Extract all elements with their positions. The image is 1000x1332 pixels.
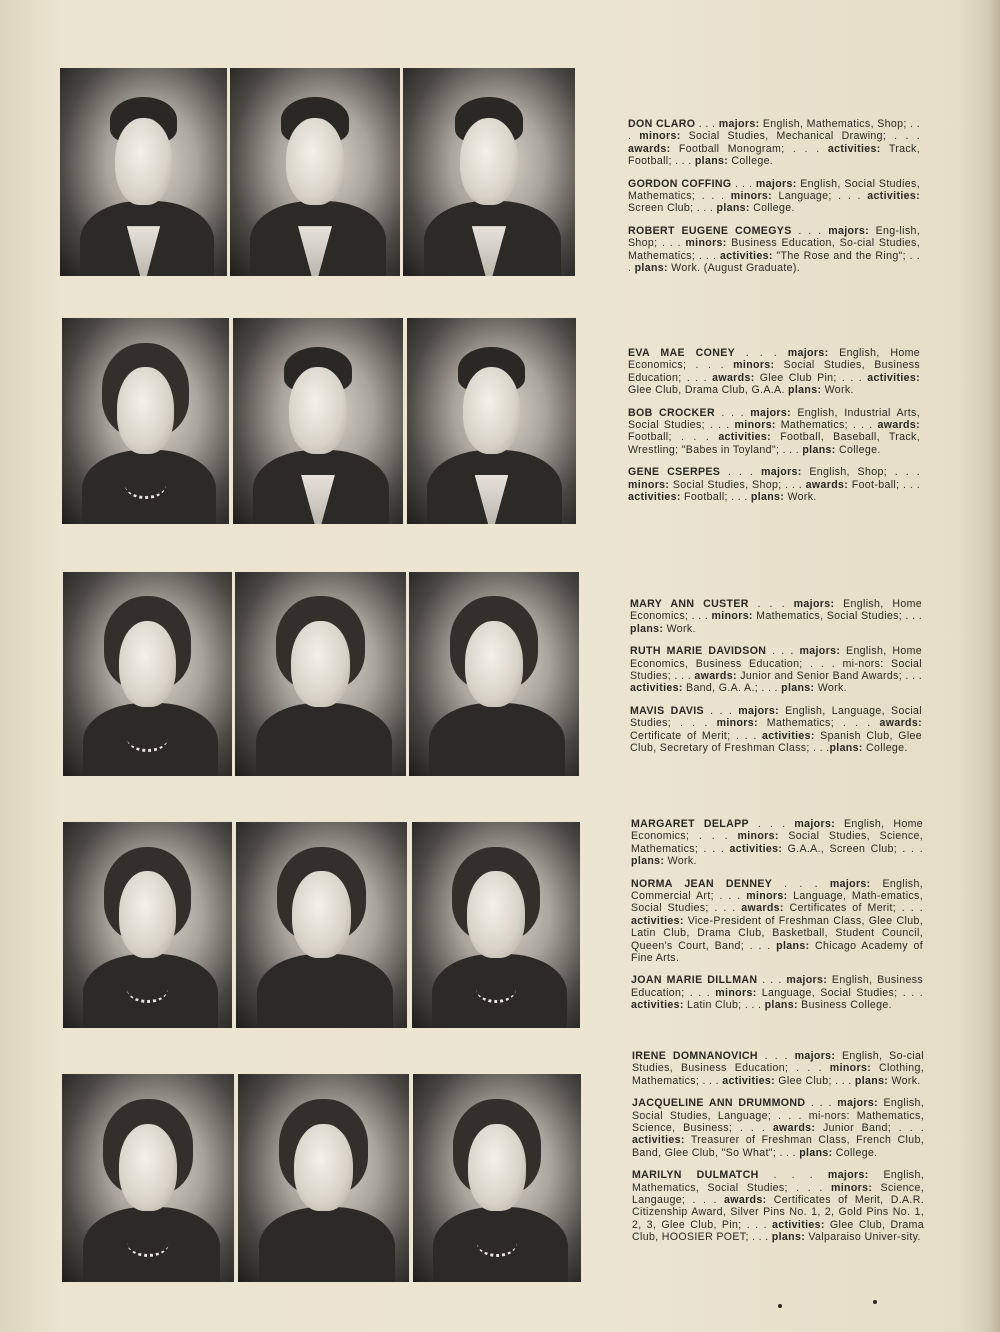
student-details: . . . majors: English, Home Economics; . . . minors: Mathematics, Social Studies; . . . plans: Work.: [630, 598, 922, 635]
student-portrait: [407, 318, 576, 524]
student-bios-4: [631, 818, 923, 1022]
student-entry: [631, 878, 923, 965]
page-mark: [778, 1304, 782, 1308]
student-portrait: [412, 822, 580, 1028]
student-portrait: [233, 318, 403, 524]
student-name: MARGARET DELAPP: [631, 818, 749, 830]
student-details: . . . majors: English, Mathematics, Social Studies; . . . minors: Science, Langauge; . . . awards: Certificates of Merit, D.A.R. Citizenship Award, Silver Pins No. 1, 2, Gold Pins No. 1, 2, 3, Glee Club, Pin; . . . activities: Glee Club, Drama Club, HOOSIER POET; . . . plans: Valparaiso Univer-sity.: [632, 1169, 924, 1244]
student-portrait: [63, 822, 232, 1028]
student-name: NORMA JEAN DENNEY: [631, 877, 773, 890]
student-name: JOAN MARIE DILLMAN: [631, 974, 758, 987]
student-entry: [628, 178, 920, 215]
student-entry: [630, 598, 922, 635]
student-bios-2: [628, 347, 920, 513]
student-entry: [630, 645, 922, 695]
student-name: GORDON COFFING: [628, 177, 732, 190]
binding-edge: [986, 0, 1000, 1332]
student-name: RUTH MARIE DAVIDSON: [630, 645, 767, 658]
student-name: ROBERT EUGENE COMEGYS: [628, 224, 792, 237]
student-entry: [628, 225, 920, 275]
student-portrait: [409, 572, 579, 776]
student-details: . . . majors: English, Social Studies, Mathematics; . . . minors: Language; . . . activities: Screen Club; . . . plans: College.: [628, 177, 920, 215]
student-entry: [631, 818, 923, 868]
student-entry: [628, 118, 920, 168]
student-name: DON CLARO: [628, 118, 696, 130]
student-details: . . . majors: English, Business Education; . . . minors: Language, Social Studies; . . . activities: Latin Club; . . . plans: Business College.: [631, 974, 923, 1012]
student-name: BOB CROCKER: [628, 406, 715, 419]
student-name: GENE CSERPES: [628, 466, 721, 479]
student-name: MARILYN DULMATCH: [632, 1169, 759, 1182]
student-details: . . . majors: English, So-cial Studies, Business Education; . . . minors: Clothing, Mathematics; . . . activities: Glee Club; . . . plans: Work.: [632, 1050, 924, 1087]
student-portrait: [60, 68, 227, 276]
student-portrait: [413, 1074, 581, 1282]
student-portrait: [62, 1074, 234, 1282]
student-portrait: [63, 572, 232, 776]
student-details: . . . majors: Eng-lish, Shop; . . . minors: Business Education, So-cial Studies, Mathematics; . . . activities: "The Rose and the Ring"; . . . plans: Work. (August Graduate).: [628, 224, 920, 275]
student-details: . . . majors: English, Home Economics; . . . minors: Social Studies, Business Education; . . . awards: Glee Club Pin; . . . activities: Glee Club, Drama Club, G.A.A. plans: Work.: [628, 347, 920, 397]
student-bios-3: [630, 598, 922, 764]
student-entry: [628, 347, 920, 397]
student-entry: [628, 466, 920, 503]
student-name: JACQUELINE ANN DRUMMOND: [632, 1097, 806, 1110]
student-name: EVA MAE CONEY: [628, 347, 736, 359]
student-portrait: [236, 822, 407, 1028]
student-entry: [632, 1050, 924, 1087]
student-details: . . . majors: English, Home Economics; . . . minors: Social Studies, Science, Mathematics; . . . activities: G.A.A., Screen Club; . . . plans: Work.: [631, 818, 924, 868]
student-details: . . . majors: English, Shop; . . . minors: Social Studies, Shop; . . . awards: Foot-ball; . . . activities: Football; . . . plans: Work.: [628, 466, 920, 504]
student-details: . . . majors: English, Industrial Arts, Social Studies; . . . minors: Mathematics; . . . awards: Football; . . . activities: Football, Baseball, Track, Wrestling; "Babes in Toyland"; . . . plans: College.: [628, 406, 920, 456]
student-bios-5: [632, 1050, 924, 1254]
student-portrait: [230, 68, 400, 276]
student-details: . . . majors: English, Commercial Art; . . . minors: Language, Math-ematics, Social Studies; . . . awards: Certificates of Merit; . . . activities: Vice-President of Freshman Class, Glee Club, Latin Club, Drama Club, Basketball, Student Council, Queen's Court, Band; . . . plans: Chicago Academy of Fine Arts.: [631, 877, 923, 965]
student-portrait: [235, 572, 406, 776]
student-name: MAVIS DAVIS: [630, 704, 704, 717]
student-entry: [628, 407, 920, 457]
student-entry: [631, 974, 923, 1011]
student-details: . . . majors: English, Language, Social Studies; . . . minors: Mathematics; . . . awards: Certificate of Merit; . . . activities: Spanish Club, Glee Club, Secretary of Freshman Class; . . .plans: College.: [630, 704, 923, 755]
student-details: . . . majors: English, Mathematics, Shop; . . . minors: Social Studies, Mechanical Drawing; . . . awards: Football Monogram; . . . activities: Track, Football; . . . plans: College.: [628, 118, 921, 168]
student-bios-1: [628, 118, 920, 284]
page-mark: [873, 1300, 877, 1304]
student-details: . . . majors: English, Social Studies, Language; . . . mi-nors: Mathematics, Science, Business; . . . awards: Junior Band; . . . activities: Treasurer of Freshman Class, French Club, Band, Glee Club, "So What"; . . . plans: College.: [632, 1097, 924, 1159]
student-entry: [630, 705, 922, 755]
student-name: IRENE DOMNANOVICH: [632, 1050, 758, 1062]
student-entry: [632, 1097, 924, 1159]
student-entry: [632, 1169, 924, 1243]
student-portrait: [403, 68, 575, 276]
student-details: . . . majors: English, Home Economics, Business Education; . . . mi-nors: Social Studies; . . . awards: Junior and Senior Band Awards; . . . activities: Band, G.A. A.; . . . plans: Work.: [630, 645, 922, 695]
student-portrait: [62, 318, 229, 524]
student-portrait: [238, 1074, 409, 1282]
student-name: MARY ANN CUSTER: [630, 598, 749, 610]
